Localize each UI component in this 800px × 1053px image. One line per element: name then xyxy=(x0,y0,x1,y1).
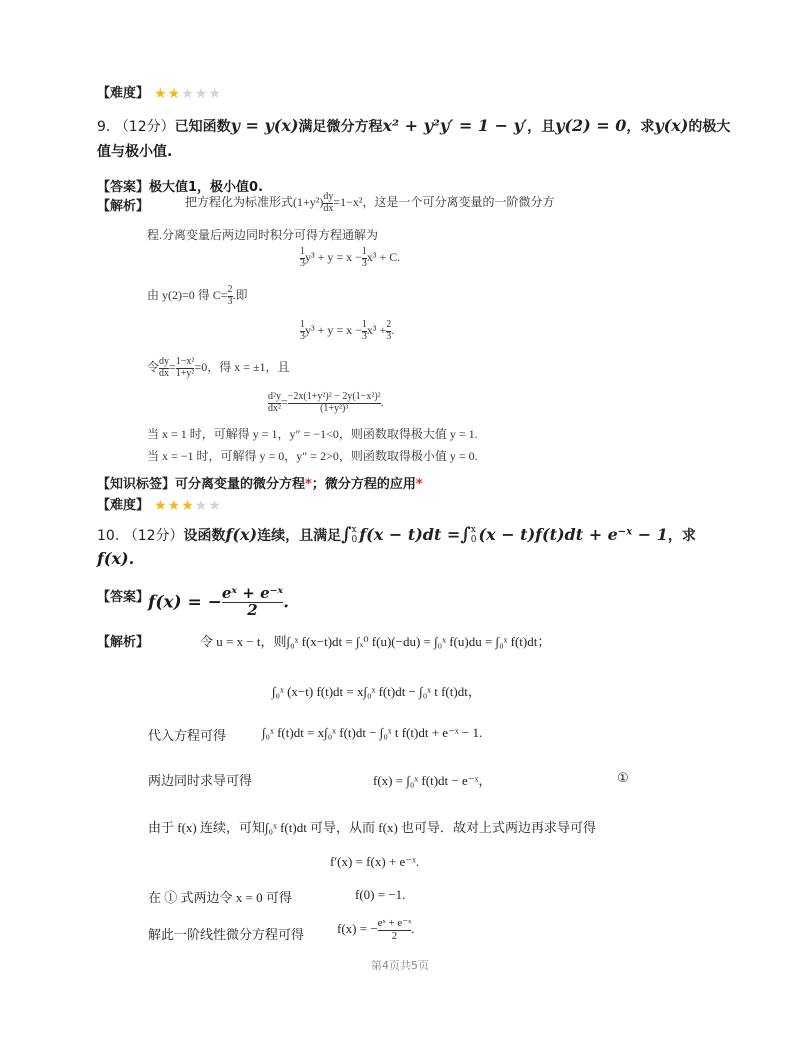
q10-step-3-label: 代入方程可得 xyxy=(148,728,227,743)
frac-den: dx² xyxy=(268,402,281,414)
q9-step-1 xyxy=(185,192,555,214)
difficulty-stars xyxy=(154,83,222,102)
q10-step-7-label: 在 ① 式两边令 x = 0 可得 xyxy=(148,890,292,905)
q10-stem-a: 设函数 xyxy=(183,528,226,544)
q10-eq-tail: − 1 xyxy=(632,525,668,544)
q10-step-2: ∫₀ˣ (x−t) f(t)dt = x∫₀ˣ f(t)dt − ∫₀ˣ t f(t)dt， xyxy=(272,684,481,699)
frac-num: dy xyxy=(323,191,334,202)
frac-num: 2 xyxy=(227,284,233,295)
q10-answer-end: . xyxy=(283,592,290,613)
q10-number: 10. xyxy=(97,528,120,544)
equals: = xyxy=(169,359,176,374)
integral-upper: x xyxy=(470,525,476,536)
q9-step-5-left: y³ + y = x − xyxy=(305,322,362,337)
q9-step-6 xyxy=(147,357,290,379)
q10-step-8-end: . xyxy=(411,921,415,937)
frac-den: 3 xyxy=(361,257,367,269)
q9-step-6a: 令 xyxy=(147,359,160,374)
integral-limits xyxy=(352,526,358,546)
q10-stem-b: 连续，且满足 xyxy=(257,528,342,544)
q10-step-6: f′(x) = f(x) + e⁻ˣ. xyxy=(330,854,420,869)
frac-den: 2 xyxy=(222,602,283,619)
circled-one-marker: ① xyxy=(617,770,629,785)
second-derivative-expression xyxy=(288,392,381,414)
difficulty-row-prev xyxy=(97,82,222,102)
q9-step-5-end: . xyxy=(391,322,395,337)
star-filled-icon: ★ xyxy=(154,86,167,102)
integral-upper: x xyxy=(351,525,357,536)
frac-den: 3 xyxy=(300,330,305,342)
q9-step-6b: =0，得 x = ±1，且 xyxy=(194,359,290,374)
q10-step-3: ∫₀ˣ f(t)dt = x∫₀ˣ f(t)dt − ∫₀ˣ t f(t)dt + e⁻ˣ − 1. xyxy=(262,725,483,740)
q10-step-5: 由于 f(x) 连续，可知∫₀ˣ f(t)dt 可导，从而 f(x) 也可导．故对上式两边再求导可得 xyxy=(148,820,597,835)
star-filled-icon: ★ xyxy=(167,86,181,102)
q9-step-2: 程.分离变量后两边同时积分可得方程通解为 xyxy=(147,228,379,242)
tag-separator: ； xyxy=(311,477,325,492)
difficulty-stars xyxy=(154,495,222,514)
frac-num: 1 xyxy=(300,319,305,330)
integral-sign-icon: ∫ xyxy=(341,524,352,545)
analysis-label: 【解析】 xyxy=(97,199,150,214)
frac-den: 3 xyxy=(300,257,305,269)
frac-num: 1−x² xyxy=(175,356,195,367)
tags-label: 【知识标签】 xyxy=(97,477,176,492)
q9-stem-c: ，且 xyxy=(527,119,556,135)
integral-limits xyxy=(471,526,477,546)
q9-stem-line2: 值与极小值. xyxy=(97,144,173,160)
star-empty-icon: ★ xyxy=(208,86,221,102)
frac-den: 1+y² xyxy=(175,367,195,379)
q9-stem-d: ，求 xyxy=(626,119,655,135)
q10-answer-left: f(x) = − xyxy=(148,592,222,613)
q9-step-1b: =1−x²，这是一个可分离变量的一阶微分方 xyxy=(333,194,555,209)
frac-num: d²y xyxy=(268,391,281,402)
integral-sign-icon: ∫ xyxy=(460,524,471,545)
frac-num: 1 xyxy=(300,246,305,257)
star-empty-icon: ★ xyxy=(194,86,208,102)
q10-eq-right: (x − t)f(t)dt + e xyxy=(478,525,618,544)
frac-num: 1 xyxy=(361,246,367,257)
frac-den: dx xyxy=(323,202,334,214)
q9-step-1a: 把方程化为标准形式(1+y²) xyxy=(185,194,324,209)
q10-answer xyxy=(148,586,289,619)
dy-dx-fraction xyxy=(323,192,333,214)
frac-num: 1 xyxy=(361,319,367,330)
q10-fx: f(x) xyxy=(225,525,258,544)
frac-den: 2 xyxy=(378,930,412,943)
q9-step-4 xyxy=(147,285,248,307)
q10-exponent: −x xyxy=(617,526,633,538)
frac-den: dx xyxy=(159,367,170,379)
frac-den: 3 xyxy=(361,330,367,342)
q9-step-9: 当 x = −1 时，可解得 y = 0，y″ = 2>0，则函数取得极小值 y = 0. xyxy=(147,449,478,463)
analysis-label: 【解析】 xyxy=(97,635,150,650)
q9-ode: x² + y²y′ = 1 − y′ xyxy=(382,116,528,135)
difficulty-label: 【难度】 xyxy=(97,498,150,513)
q9-stem-e: 的极大 xyxy=(688,119,731,135)
tag-ode-application: 微分方程的应用 xyxy=(324,477,416,492)
difficulty-row-q9 xyxy=(97,494,222,514)
q10-stem-c: ，求 xyxy=(667,528,696,544)
q10-step-1: 令 u = x − t，则∫₀ˣ f(x−t)dt = ∫ₓ⁰ f(u)(−du) = ∫₀ˣ f(u)du = ∫₀ˣ f(t)dt； xyxy=(200,634,551,649)
second-derivative-fraction xyxy=(268,392,281,414)
q10-step-8-left: f(x) = − xyxy=(337,921,378,937)
q9-step-8: 当 x = 1 时，可解得 y = 1，y″ = −1<0，则函数取得极大值 y = 1. xyxy=(147,427,478,441)
integral-lower: 0 xyxy=(470,535,477,545)
star-empty-icon: ★ xyxy=(194,498,208,514)
q9-func: y = y(x) xyxy=(230,116,299,135)
q9-step-3 xyxy=(300,247,400,269)
q10-eq-left: f(x − t)dt = xyxy=(359,525,461,544)
q9-yx: y(x) xyxy=(654,116,689,135)
q9-step-3-right: x³ + C. xyxy=(366,249,401,264)
integral-lower: 0 xyxy=(351,535,358,545)
q9-condition: y(2) = 0 xyxy=(555,116,627,135)
q9-stem xyxy=(97,116,730,136)
dy-dx-fraction xyxy=(159,357,169,379)
q10-answer-fraction xyxy=(222,586,283,619)
q9-tags-row xyxy=(97,473,423,492)
frac-den: (1+y²)³ xyxy=(288,403,381,415)
star-filled-icon: ★ xyxy=(154,498,167,514)
frac-den: 3 xyxy=(227,295,233,307)
q9-step-3-left: y³ + y = x − xyxy=(305,249,362,264)
q9-stem-b: 满足微分方程 xyxy=(298,119,383,135)
tag-mark: * xyxy=(415,477,423,492)
frac-den: 3 xyxy=(386,330,392,342)
star-empty-icon: ★ xyxy=(208,498,221,514)
q10-stem-line2: f(x). xyxy=(97,549,135,568)
ratio-fraction xyxy=(176,357,195,379)
tag-separable-ode: 可分离变量的微分方程 xyxy=(175,477,306,492)
q9-step-5 xyxy=(300,320,394,342)
q10-step-8 xyxy=(337,918,415,942)
q9-stem-a: 已知函数 xyxy=(174,119,231,135)
q9-score: （12分） xyxy=(114,119,175,135)
star-filled-icon: ★ xyxy=(167,498,181,514)
frac-num: eˣ + e⁻ˣ xyxy=(377,917,412,929)
frac-num: eˣ + e⁻ˣ xyxy=(221,584,284,602)
q10-step-4-label: 两边同时求导可得 xyxy=(148,773,253,788)
answer-label: 【答案】 xyxy=(97,590,150,605)
tag-mark: * xyxy=(305,477,312,492)
q9-step-7-end: . xyxy=(380,394,384,409)
difficulty-label: 【难度】 xyxy=(97,86,150,101)
q10-step-7: f(0) = −1. xyxy=(355,887,406,902)
q9-step-4b: .即 xyxy=(232,287,248,302)
answer-label: 【答案】 xyxy=(97,180,150,195)
q9-step-4a: 由 y(2)=0 得 C= xyxy=(147,287,228,302)
q10-step-8-fraction xyxy=(377,917,415,942)
q9-step-5-mid: x³ + xyxy=(366,322,387,337)
equals: = xyxy=(281,394,288,409)
q10-stem xyxy=(97,524,696,546)
star-filled-icon: ★ xyxy=(181,498,194,514)
q10-step-8-label: 解此一阶线性微分方程可得 xyxy=(148,927,305,942)
star-empty-icon: ★ xyxy=(181,86,194,102)
page-footer: 第4页共5页 xyxy=(371,959,429,972)
q10-step-4: f(x) = ∫₀ˣ f(t)dt − e⁻ˣ， xyxy=(373,773,492,788)
q10-score: （12分） xyxy=(123,528,184,544)
frac-num: −2x(1+y²)² − 2y(1−x²)² xyxy=(287,391,381,402)
q9-step-7 xyxy=(268,392,384,414)
q9-number: 9. xyxy=(97,119,111,135)
q9-answer: 极大值1，极小值0. xyxy=(149,180,264,195)
frac-num: 2 xyxy=(386,319,392,330)
frac-num: dy xyxy=(159,356,170,367)
